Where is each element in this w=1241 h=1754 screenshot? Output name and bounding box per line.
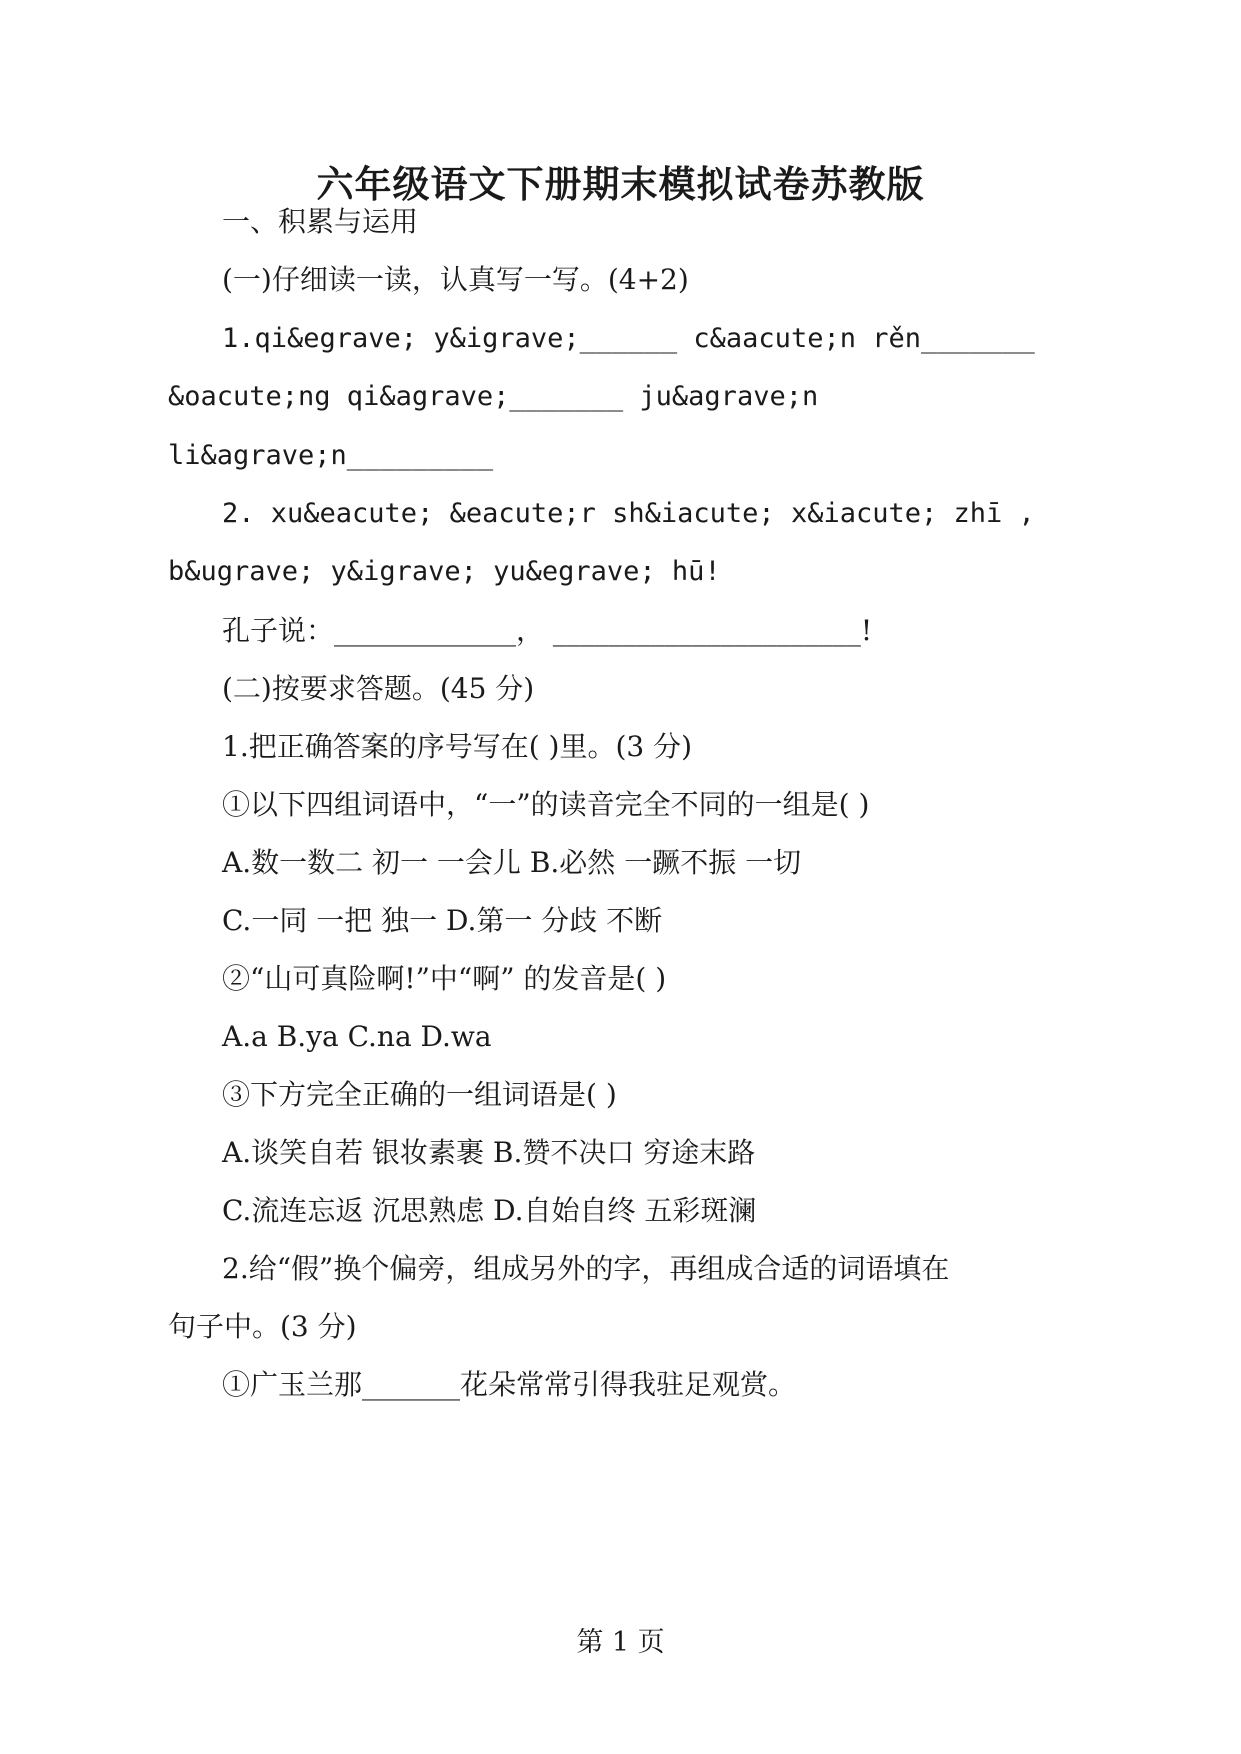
answer-options: C.流连忘返 沉思熟虑 D.自始自终 五彩斑澜 bbox=[222, 1194, 757, 1227]
question-text: 2.给“假”换个偏旁，组成另外的字，再组成合适的词语填在 bbox=[222, 1252, 950, 1285]
question-text: 句子中。(3 分) bbox=[168, 1310, 357, 1343]
pinyin-line: 2. xu&eacute; &eacute;r sh&iacute; x&iacute; zhī , bbox=[222, 498, 1035, 529]
pinyin-line: li&agrave;n_________ bbox=[168, 440, 494, 471]
pinyin-line: 1.qi&egrave; y&igrave;______ c&aacute;n rěn_______ bbox=[222, 323, 1035, 354]
question-text: ③下方完全正确的一组词语是( ) bbox=[222, 1078, 617, 1111]
subsection-heading: (二)按要求答题。(45 分) bbox=[222, 672, 535, 705]
answer-options: C.一同 一把 独一 D.第一 分歧 不断 bbox=[222, 904, 663, 937]
answer-options: A.数一数二 初一 一会儿 B.必然 一蹶不振 一切 bbox=[222, 846, 802, 879]
fill-in-line: ①广玉兰那_______花朵常常引得我驻足观赏。 bbox=[222, 1368, 797, 1401]
subsection-heading: (一)仔细读一读，认真写一写。(4+2) bbox=[222, 263, 689, 296]
answer-options: A.a B.ya C.na D.wa bbox=[222, 1020, 492, 1053]
fill-in-line: 孔子说：_____________， ______________________! bbox=[222, 614, 873, 647]
question-text: ①以下四组词语中，“一”的读音完全不同的一组是( ) bbox=[222, 788, 870, 821]
page-title: 六年级语文下册期末模拟试卷苏教版 bbox=[316, 162, 925, 206]
answer-options: A.谈笑自若 银妆素裹 B.赞不决口 穷途末路 bbox=[222, 1136, 756, 1169]
question-text: 1.把正确答案的序号写在( )里。(3 分) bbox=[222, 730, 693, 763]
page-number: 第 1 页 bbox=[576, 1627, 665, 1658]
pinyin-line: &oacute;ng qi&agrave;_______ ju&agrave;n bbox=[168, 381, 819, 412]
pinyin-line: b&ugrave; y&igrave; yu&egrave; hū! bbox=[168, 556, 721, 587]
section-heading: 一、积累与运用 bbox=[222, 205, 419, 238]
question-text: ②“山可真险啊!”中“啊” 的发音是( ) bbox=[222, 962, 667, 995]
